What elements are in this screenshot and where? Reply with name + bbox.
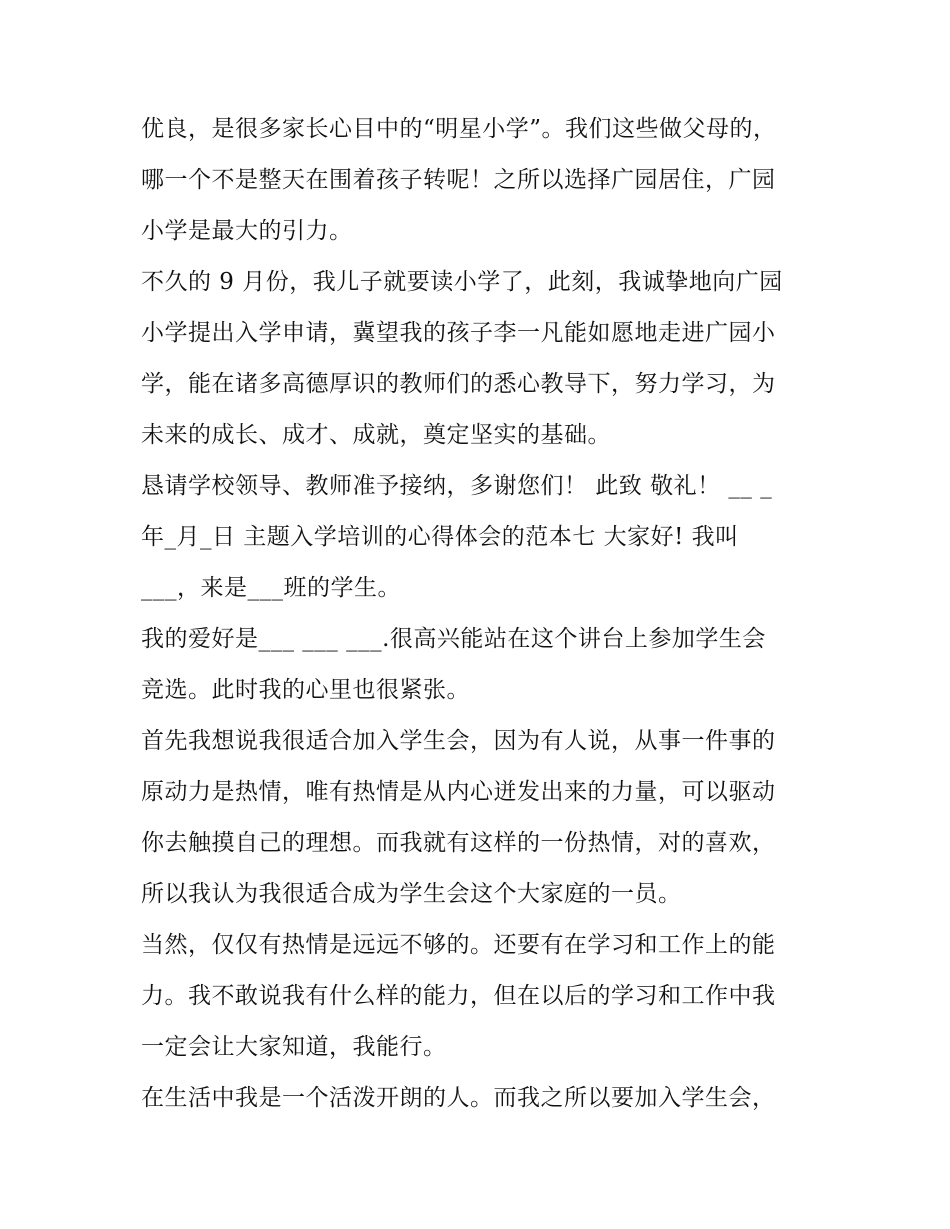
text-line: 小学提出入学申请，冀望我的孩子李一凡能如愿地走进广园小 [141,320,776,346]
text-line: ___，来是___班的学生。 [141,575,401,601]
text-line: 力。我不敢说我有什么样的能力，但在以后的学习和工作中我 [141,983,776,1009]
text-line: 哪一个不是整天在围着孩子转呢！之所以选择广园居住，广园 [141,167,776,193]
text-line: 不久的 9 月份，我儿子就要读小学了，此刻，我诚挚地向广园 [141,269,783,295]
text-line: 所以我认为我很适合成为学生会这个大家庭的一员。 [141,881,682,907]
text-line: 恳请学校领导、教师准予接纳，多谢您们！ 此致 敬礼！ __ _ [141,473,773,499]
document-body [141,104,821,1124]
text-line: 你去触摸自己的理想。而我就有这样的一份热情，对的喜欢， [141,830,776,856]
text-line: 一定会让大家知道，我能行。 [141,1034,447,1060]
text-line: 未来的成长、成才、成就，奠定坚实的基础。 [141,422,611,448]
text-line: 学，能在诸多高德厚识的教师们的悉心教导下，努力学习，为 [141,371,776,397]
text-line: 当然，仅仅有热情是远远不够的。还要有在学习和工作上的能 [141,932,776,958]
text-line: 首先我想说我很适合加入学生会，因为有人说，从事一件事的 [141,728,776,754]
text-line: 在生活中我是一个活泼开朗的人。而我之所以要加入学生会， [141,1085,776,1111]
text-line: 我的爱好是___ ___ ___.很高兴能站在这个讲台上参加学生会 [141,626,766,652]
text-line: 小学是最大的引力。 [141,218,353,244]
text-line: 优良，是很多家长心目中的“明星小学”。我们这些做父母的， [141,116,777,142]
text-line: 年_月_日 主题入学培训的心得体会的范本七 大家好! 我叫 [141,524,739,550]
text-line: 竞选。此时我的心里也很紧张。 [141,677,470,703]
text-line: 原动力是热情，唯有热情是从内心迸发出来的力量，可以驱动 [141,779,776,805]
